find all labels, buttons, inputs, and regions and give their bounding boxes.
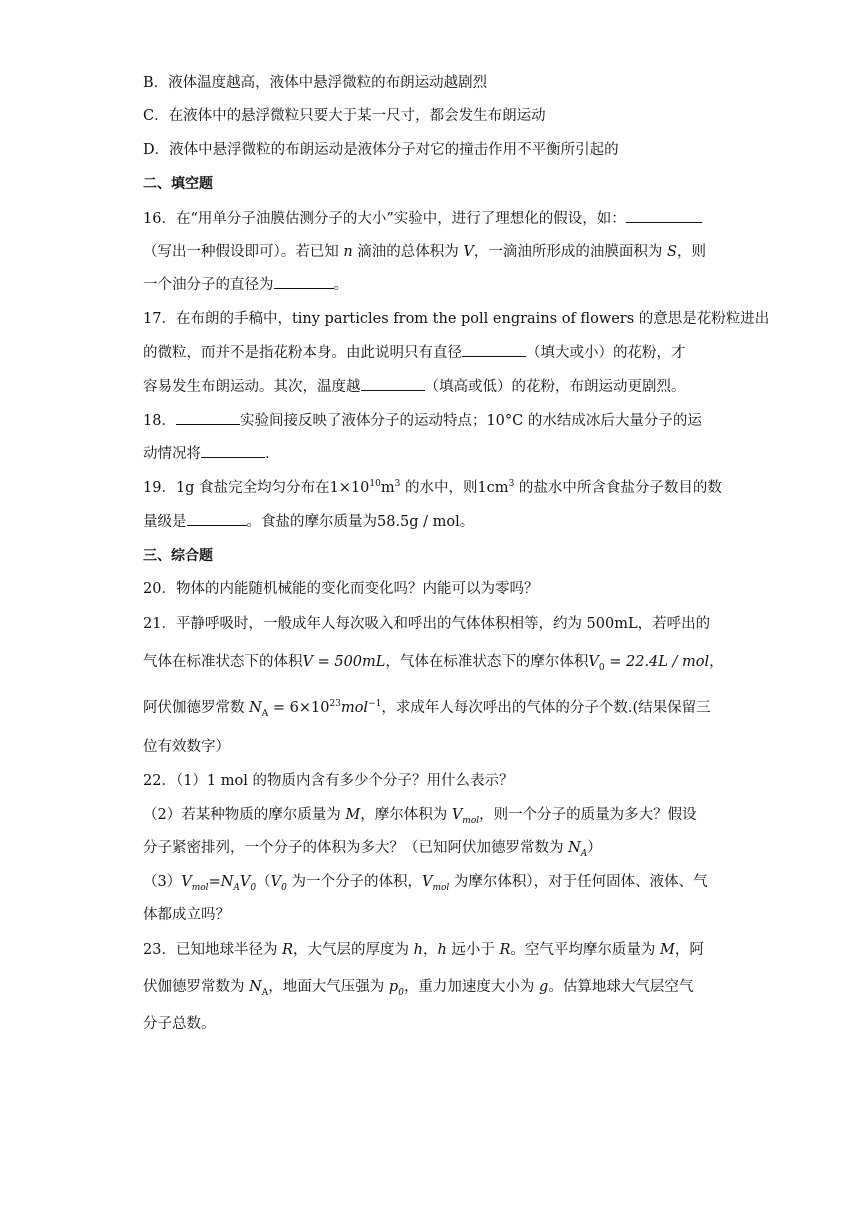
section-heading-comprehensive: 三、综合题	[143, 548, 213, 564]
question-16-line-3: 一个油分子的直径为 。	[143, 274, 723, 296]
question-23-line-2: 伏伽德罗常数为 $N_A$，地面大气压强为 $p_0$，重力加速度大小为 g。估算地球大气层空气	[143, 979, 694, 998]
question-22-line-5: 体都成立吗？	[143, 907, 230, 923]
question-23-line-3: 分子总数。	[143, 1016, 216, 1032]
option-b: B．液体温度越高，液体中悬浮微粒的布朗运动越剧烈	[143, 75, 488, 91]
answer-blank	[187, 511, 247, 526]
answer-blank	[201, 443, 265, 458]
option-d: D．液体中悬浮微粒的布朗运动是液体分子对它的撞击作用不平衡所引起的	[143, 142, 619, 158]
question-21-line-3: 阿伏伽德罗常数 $N_A = 6\times 10^{23}mol^{-1}$，求成年人每次呼出的气体的分子个数.(结果保留三	[143, 699, 711, 719]
question-18-line-2: 动情况将 .	[143, 443, 723, 465]
question-19-line-1: 19．1g 食盐完全均匀分布在$1\times 10^{10}m^3$ 的水中，则$1cm^3$ 的盐水中所含食盐分子数目的数	[143, 479, 722, 496]
question-18-line-1: 18． 实验间接反映了液体分子的运动特点；10°C 的水结成冰后大量分子的运	[143, 410, 723, 432]
question-17-line-2: 的微粒，而并不是指花粉本身。由此说明只有直径 （填大或小）的花粉，才	[143, 342, 723, 364]
section-heading-fill-in: 二、填空题	[143, 176, 213, 192]
answer-blank	[462, 342, 526, 357]
question-22-line-2: （2）若某种物质的摩尔质量为 M，摩尔体积为 $V_{mol}$，则一个分子的质量为多大？假设	[143, 807, 697, 826]
question-16-line-1: 16．在“用单分子油膜估测分子的大小”实验中，进行了理想化的假设，如：	[143, 208, 723, 230]
option-c: C．在液体中的悬浮微粒只要大于某一尺寸，都会发生布朗运动	[143, 108, 546, 124]
question-17-line-1: 17．在布朗的手稿中，tiny particles from the poll engrains of flowers 的意思是花粉粒进出	[143, 311, 770, 327]
question-16-line-2: （写出一种假设即可）。若已知 n 滴油的总体积为 V，一滴油所形成的油膜面积为 S，则	[143, 244, 706, 260]
question-19-line-2: 量级是 。食盐的摩尔质量为58.5g / mol。	[143, 511, 723, 533]
question-22-line-3: 分子紧密排列，一个分子的体积为多大？（已知阿伏加德罗常数为 $N_A$）	[143, 840, 602, 859]
question-17-line-3: 容易发生布朗运动。其次，温度越 （填高或低）的花粉，布朗运动更剧烈。	[143, 376, 723, 398]
answer-blank	[626, 208, 702, 223]
answer-blank	[274, 274, 334, 289]
question-23-line-1: 23．已知地球半径为 R，大气层的厚度为 h，h 远小于 R。空气平均摩尔质量为 M，阿	[143, 942, 704, 958]
question-22-line-1: 22．（1）1 mol 的物质内含有多少个分子？用什么表示？	[143, 773, 514, 789]
answer-blank	[361, 376, 425, 391]
question-20: 20．物体的内能随机械能的变化而变化吗？内能可以为零吗？	[143, 581, 539, 597]
question-22-line-4: $(3)V_{mol}=N_AV_0(V_0$ 为一个分子的体积，$V_{mol}$ 为摩尔体积），对于任何固体、液体、气	[143, 874, 708, 893]
question-21-line-2: 气体在标准状态下的体积V = 500mL，气体在标准状态下的摩尔体积$V_0 = 22.4L$ / mol，	[143, 654, 724, 673]
question-21-line-1: 21．平静呼吸时，一般成年人每次吸入和呼出的气体体积相等，约为 500mL，若呼出的	[143, 616, 711, 632]
question-21-line-4: 位有效数字）	[143, 739, 230, 755]
answer-blank	[176, 410, 240, 425]
